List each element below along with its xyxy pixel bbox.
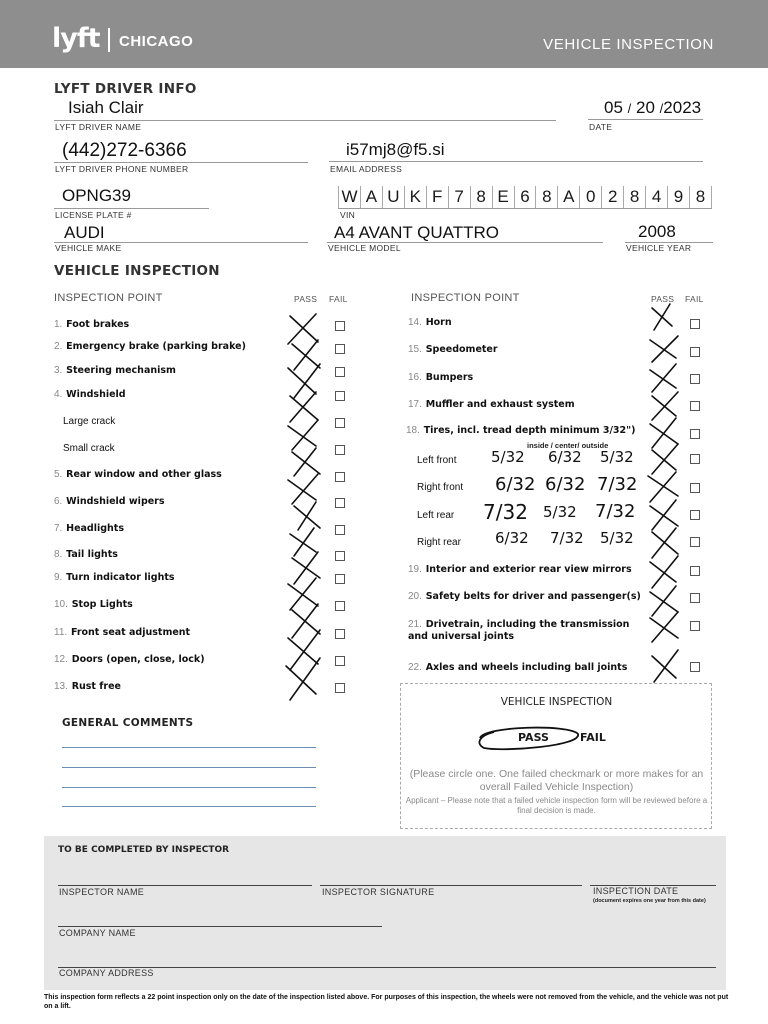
phone-label: LYFT DRIVER PHONE NUMBER (55, 164, 189, 174)
year-label: VEHICLE YEAR (626, 243, 692, 253)
pass-mark-r11 (650, 586, 678, 616)
fail-checkbox-9[interactable] (335, 574, 345, 584)
item-number: 15. (408, 344, 422, 355)
item-number: 4. (54, 389, 63, 400)
date-value[interactable] (604, 98, 701, 118)
pass-mark-r6 (652, 444, 678, 474)
left-item-7 (54, 523, 124, 534)
right-col-fail-header: FAIL (685, 294, 704, 304)
left-item-10 (54, 599, 133, 610)
item-label: Headlights (66, 523, 125, 534)
pass-mark-5 (288, 420, 318, 450)
vin-char-6: 7 (449, 186, 471, 208)
email-line (329, 161, 703, 162)
date-year: 2023 (663, 98, 702, 117)
fail-checkbox-1[interactable] (335, 321, 345, 331)
item-label: Foot brakes (66, 319, 130, 330)
item-number: 9. (54, 572, 63, 583)
vin-char-16: 9 (668, 186, 690, 208)
item-number: 8. (54, 549, 63, 560)
pass-mark-9 (290, 528, 316, 556)
date-sep-2: / (659, 101, 664, 116)
fail-checkbox-20[interactable] (690, 593, 700, 603)
right-col-point-header: INSPECTION POINT (411, 292, 520, 304)
phone-value[interactable]: (442)272-6366 (62, 140, 187, 161)
result-fail-option[interactable]: FAIL (580, 731, 606, 744)
fail-checkbox-right-front[interactable] (690, 483, 700, 493)
inspector-title: TO BE COMPLETED BY INSPECTOR (58, 845, 230, 855)
tire-rr-inside[interactable]: 6/32 (495, 529, 529, 547)
vin-char-7: 8 (471, 186, 493, 208)
right-item-15 (408, 344, 498, 355)
company-name-label: COMPANY NAME (59, 928, 136, 938)
model-label: VEHICLE MODEL (328, 243, 401, 253)
company-address-line[interactable] (58, 967, 716, 968)
tire-right-front-label (417, 482, 463, 493)
fail-checkbox-10[interactable] (335, 601, 345, 611)
vin-char-13: 2 (602, 186, 624, 208)
item-number: 21. (408, 619, 422, 630)
fail-checkbox-7[interactable] (335, 525, 345, 535)
company-name-line[interactable] (58, 926, 382, 927)
item-number: 13. (54, 681, 68, 692)
item-number: 5. (54, 469, 63, 480)
vin-boxes[interactable] (338, 186, 712, 209)
item-number: 11. (54, 627, 68, 638)
item-label: Left rear (417, 510, 455, 521)
tire-rr-outside[interactable]: 5/32 (600, 529, 634, 547)
city-label: CHICAGO (119, 33, 194, 50)
left-item-9 (54, 572, 175, 583)
left-col-point-header: INSPECTION POINT (54, 292, 163, 304)
tire-lf-inside[interactable]: 5/32 (491, 448, 525, 466)
item-label: Emergency brake (parking brake) (66, 341, 246, 352)
tire-left-front-label (417, 455, 456, 466)
plate-line (54, 208, 209, 209)
fail-checkbox-8[interactable] (335, 551, 345, 561)
left-item-12 (54, 654, 205, 665)
right-item-19 (408, 564, 632, 575)
fail-checkbox-11[interactable] (335, 629, 345, 639)
vin-char-2: A (361, 186, 383, 208)
plate-value[interactable]: OPNG39 (62, 186, 131, 205)
item-number: 1. (54, 319, 63, 330)
make-value[interactable]: AUDI (64, 223, 105, 242)
fail-checkbox-small-crack[interactable] (335, 445, 345, 455)
fail-checkbox-17[interactable] (690, 401, 700, 411)
plate-label: LICENSE PLATE # (55, 210, 132, 220)
pass-mark-6 (292, 448, 320, 476)
pass-mark-2 (292, 340, 320, 370)
email-value[interactable]: i57mj8@f5.si (346, 140, 445, 159)
pass-mark-r4 (652, 392, 678, 420)
date-month: 05 (604, 98, 623, 117)
header-title: VEHICLE INSPECTION (543, 36, 714, 53)
date-line (588, 119, 703, 120)
item-number: 18. (406, 425, 420, 436)
item-number: 19. (408, 564, 422, 575)
make-label: VEHICLE MAKE (55, 243, 122, 253)
item-label: Windshield wipers (66, 496, 165, 507)
right-item-22 (408, 662, 627, 673)
fail-checkbox-right-rear[interactable] (690, 537, 700, 547)
right-col-pass-header: PASS (651, 294, 675, 304)
left-item-large-crack (63, 416, 115, 427)
tire-lf-outside[interactable]: 5/32 (600, 448, 634, 466)
pass-mark-r5 (650, 418, 678, 448)
fail-checkbox-14[interactable] (690, 319, 700, 329)
item-label: Right front (417, 482, 464, 493)
vin-char-8: E (493, 186, 515, 208)
tire-lr-center[interactable]: 5/32 (543, 503, 577, 521)
tire-rf-inside[interactable]: 6/32 (495, 474, 536, 495)
pass-mark-r2 (650, 336, 678, 362)
item-label: Windshield (66, 389, 126, 400)
inspector-name-label: INSPECTOR NAME (59, 887, 145, 897)
result-instructions: (Please circle one. One failed checkmark or more makes for an overall Failed Vehicle Inspection) (409, 768, 704, 793)
vin-char-11: A (558, 186, 580, 208)
pass-mark-r1 (652, 304, 672, 330)
item-label: Doors (open, close, lock) (71, 654, 205, 665)
fail-checkbox-6[interactable] (335, 498, 345, 508)
footer-disclaimer: This inspection form reflects a 22 point inspection only on the date of the inspection listed above. For purposes of this inspection, the wheels were not removed from the vehicle, and the vehicle was not put on a lift. (44, 994, 729, 1010)
comments-line-3[interactable] (62, 787, 316, 788)
driver-name-value[interactable]: Isiah Clair (68, 98, 144, 117)
header-divider (108, 28, 110, 52)
comments-line-4[interactable] (62, 806, 316, 807)
inspection-date-label: INSPECTION DATE (593, 886, 679, 896)
left-pass-marks (280, 308, 330, 708)
phone-line (54, 162, 308, 163)
tire-rf-outside[interactable]: 7/32 (597, 474, 638, 495)
fail-checkbox-18[interactable] (690, 429, 700, 439)
item-label: Axles and wheels including ball joints (425, 662, 628, 673)
year-value[interactable]: 2008 (638, 222, 676, 241)
vin-char-14: 8 (624, 186, 646, 208)
company-address-label: COMPANY ADDRESS (59, 968, 154, 978)
date-label: DATE (589, 122, 613, 132)
fail-checkbox-13[interactable] (335, 683, 345, 693)
inspection-title: VEHICLE INSPECTION (54, 263, 220, 279)
item-label: Muffler and exhaust system (425, 399, 575, 410)
item-label: Speedometer (425, 344, 498, 355)
pass-mark-r9 (652, 528, 678, 558)
fail-checkbox-5[interactable] (335, 472, 345, 482)
vin-char-3: U (383, 186, 405, 208)
fail-checkbox-2[interactable] (335, 344, 345, 354)
pass-mark-11 (288, 578, 318, 610)
tire-lf-center[interactable]: 6/32 (548, 448, 582, 466)
fail-checkbox-19[interactable] (690, 566, 700, 576)
left-item-13 (54, 681, 121, 692)
fail-checkbox-4[interactable] (335, 391, 345, 401)
item-number: 12. (54, 654, 68, 665)
item-number: 3. (54, 365, 63, 376)
left-item-8 (54, 549, 118, 560)
item-label: Bumpers (425, 372, 474, 383)
item-number: 17. (408, 399, 422, 410)
item-number: 14. (408, 317, 422, 328)
pass-mark-r7 (648, 472, 678, 502)
item-label: Tires, incl. tread depth minimum 3/32") (423, 425, 636, 436)
vin-char-10: 8 (536, 186, 558, 208)
driver-info-title: LYFT DRIVER INFO (54, 81, 197, 97)
vin-char-9: 6 (515, 186, 537, 208)
fail-checkbox-22[interactable] (690, 662, 700, 672)
pass-mark-r10 (650, 556, 678, 588)
left-item-3 (54, 365, 176, 376)
item-label: Small crack (63, 443, 115, 454)
tire-rr-center[interactable]: 7/32 (550, 529, 584, 547)
item-label: Steering mechanism (66, 365, 176, 376)
item-label: Rust free (71, 681, 121, 692)
item-number: 2. (54, 341, 63, 352)
item-label: Interior and exterior rear view mirrors (425, 564, 632, 575)
item-label: Turn indicator lights (66, 572, 175, 583)
tire-lr-inside[interactable]: 7/32 (483, 500, 528, 524)
item-label: Safety belts for driver and passenger(s) (425, 591, 641, 602)
left-col-pass-header: PASS (294, 294, 318, 304)
result-pass-option[interactable]: PASS (518, 731, 549, 744)
vin-char-4: K (405, 186, 427, 208)
item-label: Rear window and other glass (66, 469, 222, 480)
left-col-fail-header: FAIL (329, 294, 348, 304)
pass-mark-7 (288, 474, 318, 504)
item-number: 16. (408, 372, 422, 383)
model-value[interactable]: A4 AVANT QUATTRO (334, 223, 499, 242)
item-label: Horn (425, 317, 452, 328)
vin-label: VIN (340, 210, 356, 220)
date-day: 20 (636, 98, 655, 117)
pass-mark-1 (288, 314, 318, 344)
item-label: Right rear (417, 537, 461, 548)
vin-char-17: 8 (690, 186, 712, 208)
comments-line-2[interactable] (62, 767, 316, 768)
right-item-17 (408, 399, 575, 410)
pass-mark-8 (294, 502, 320, 530)
fail-checkbox-large-crack[interactable] (335, 418, 345, 428)
item-label: Front seat adjustment (70, 627, 191, 638)
result-applicant-note: Applicant – Please note that a failed vehicle inspection form will be reviewed before a final decision is made. (405, 796, 708, 815)
item-number: 10. (54, 599, 68, 610)
pass-mark-14 (286, 658, 320, 700)
result-title: VEHICLE INSPECTION (500, 696, 613, 708)
email-label: EMAIL ADDRESS (330, 164, 403, 174)
right-item-14 (408, 317, 452, 328)
item-number: 6. (54, 496, 63, 507)
pass-mark-12 (292, 604, 320, 638)
item-label: Large crack (63, 416, 116, 427)
pass-mark-r3 (650, 364, 676, 392)
fail-checkbox-16[interactable] (690, 374, 700, 384)
tire-left-rear-label (417, 510, 454, 521)
tire-lr-outside[interactable]: 7/32 (595, 501, 636, 522)
fail-checkbox-left-front[interactable] (690, 454, 700, 464)
right-item-16 (408, 372, 473, 383)
left-item-6 (54, 496, 165, 507)
right-item-18 (406, 425, 635, 436)
fail-checkbox-12[interactable] (335, 656, 345, 666)
driver-name-line (54, 120, 556, 121)
fail-checkbox-21[interactable] (690, 621, 700, 631)
left-item-11 (54, 627, 190, 638)
pass-mark-r8 (650, 500, 678, 530)
tire-rf-center[interactable]: 6/32 (545, 474, 586, 495)
date-sep-1: / (627, 101, 632, 116)
left-item-5 (54, 469, 222, 480)
right-item-21 (408, 619, 640, 643)
left-item-small-crack (63, 443, 115, 454)
left-item-4 (54, 389, 126, 400)
inspector-signature-label: INSPECTOR SIGNATURE (322, 887, 435, 897)
inspection-date-note: (document expires one year from this date) (593, 898, 706, 904)
right-pass-marks (640, 300, 690, 685)
driver-name-label: LYFT DRIVER NAME (55, 122, 142, 132)
item-label: Left front (417, 455, 457, 466)
item-label: Drivetrain, including the transmission and universal joints (408, 619, 630, 642)
tire-right-rear-label (417, 537, 461, 548)
left-item-1 (54, 319, 129, 330)
vin-char-12: 0 (580, 186, 602, 208)
vin-char-15: 4 (646, 186, 668, 208)
item-label: Stop Lights (71, 599, 133, 610)
fail-checkbox-3[interactable] (335, 367, 345, 377)
lyft-logo: lyft (52, 23, 100, 54)
item-number: 7. (54, 523, 63, 534)
left-item-2 (54, 341, 246, 352)
pass-mark-r13 (652, 650, 678, 682)
vin-char-5: F (427, 186, 449, 208)
item-label: Tail lights (66, 549, 118, 560)
vin-char-1: W (338, 186, 361, 208)
inspector-name-line[interactable] (58, 885, 312, 886)
comments-line-1[interactable] (62, 747, 316, 748)
fail-checkbox-left-rear[interactable] (690, 510, 700, 520)
tire-depth-header: inside / center/ outside (527, 441, 609, 450)
inspector-signature-line[interactable] (320, 885, 582, 886)
item-number: 22. (408, 662, 422, 673)
item-number: 20. (408, 591, 422, 602)
comments-title: GENERAL COMMENTS (62, 717, 194, 729)
pass-mark-r12 (650, 612, 678, 642)
right-item-20 (408, 591, 641, 602)
fail-checkbox-15[interactable] (690, 347, 700, 357)
page-header (0, 0, 768, 68)
